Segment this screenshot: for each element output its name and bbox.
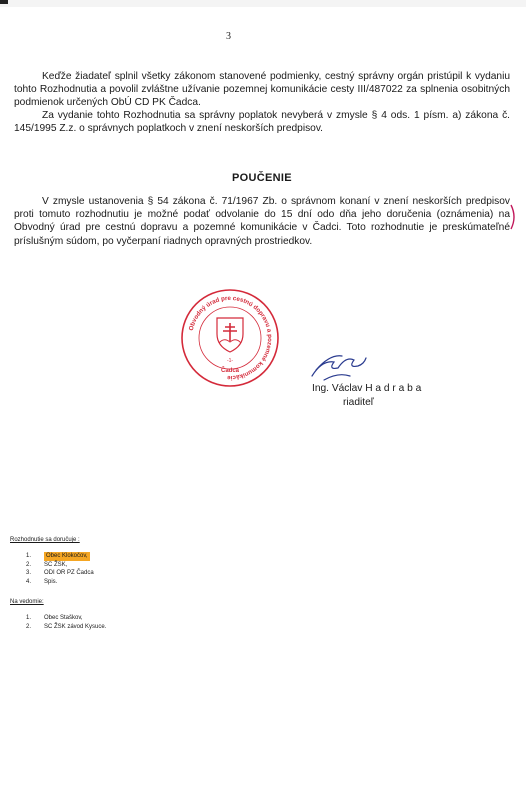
signature-scribble xyxy=(308,350,370,384)
list-item xyxy=(26,561,94,570)
item-number: 1. xyxy=(26,615,32,621)
item-number: 3. xyxy=(26,570,32,577)
delivery-list xyxy=(26,552,94,587)
list-item xyxy=(26,569,94,578)
item-text: SC ŽSK, xyxy=(44,561,68,568)
item-number: 2. xyxy=(26,623,32,630)
list-item xyxy=(26,623,106,632)
official-stamp xyxy=(180,288,280,388)
signer-name: Ing. Václav H a d r a b a xyxy=(312,383,422,394)
notice-header: Na vedomie: xyxy=(10,599,44,605)
stamp-city: Čadca xyxy=(220,368,240,374)
top-scan-strip xyxy=(0,0,526,7)
paragraph-instruction: V zmysle ustanovenia § 54 zákona č. 71/1967 Zb. o správnom konaní v znení neskorších predpisov proti tomuto rozhodnutiu je možné podať odvolanie do 15 dní odo dňa jeho doručenia (oznámenia) na Obvodný úrad pre cestnú dopravu a pozemné komunikácie v Čadci. Toto rozhodnutie je preskúmateľné príslušným súdom, po vyčerpaní riadnych opravných prostriedkov. xyxy=(14,196,510,247)
scan-corner-mark xyxy=(0,0,8,4)
stamp-ring-text: Obvodný úrad pre cestnú dopravu a pozemné komunikácie xyxy=(187,294,274,382)
coat-of-arms-icon xyxy=(217,318,243,352)
page-number: 3 xyxy=(226,31,231,42)
list-item xyxy=(26,552,94,561)
item-text: Spis. xyxy=(44,579,58,586)
list-item xyxy=(26,614,106,623)
delivery-header: Rozhodnutie sa doručuje : xyxy=(10,537,80,543)
paragraph-conditions: Keďže žiadateľ splnil všetky zákonom stanovené podmienky, cestný správny orgán pristúpil k vydaniu tohto Rozhodnutia a povolil zvláštne užívanie pozemnej komunikácie cesty III/487022 za splnenia osobitných podmienok určených ObÚ CD PK Čadca. xyxy=(14,71,510,109)
item-text: Obec Staškov, xyxy=(44,615,83,621)
item-text-highlighted: Obec Klokočov, xyxy=(46,553,88,559)
delivery-section xyxy=(10,536,80,545)
paragraph-fee: Za vydanie tohto Rozhodnutia sa správny poplatok nevyberá v zmysle § 4 ods. 1 písm. a) zákona č. 145/1995 Z.z. o správnych poplatkoch v znení neskorších predpisov. xyxy=(14,110,510,135)
stamp-number: -1- xyxy=(226,358,234,364)
margin-mark xyxy=(508,203,518,231)
item-number: 2. xyxy=(26,561,32,568)
section-heading: POUČENIE xyxy=(232,172,292,184)
item-text: SC ŽSK závod Kysuce. xyxy=(44,623,107,630)
list-item xyxy=(26,578,94,587)
item-number: 1. xyxy=(26,553,32,559)
item-text: ODI OR PZ Čadca xyxy=(44,570,94,577)
signer-block xyxy=(312,382,421,410)
notice-section xyxy=(10,598,44,607)
item-number: 4. xyxy=(26,579,32,586)
signer-role: riaditeľ xyxy=(343,397,374,408)
notice-list xyxy=(26,614,106,631)
